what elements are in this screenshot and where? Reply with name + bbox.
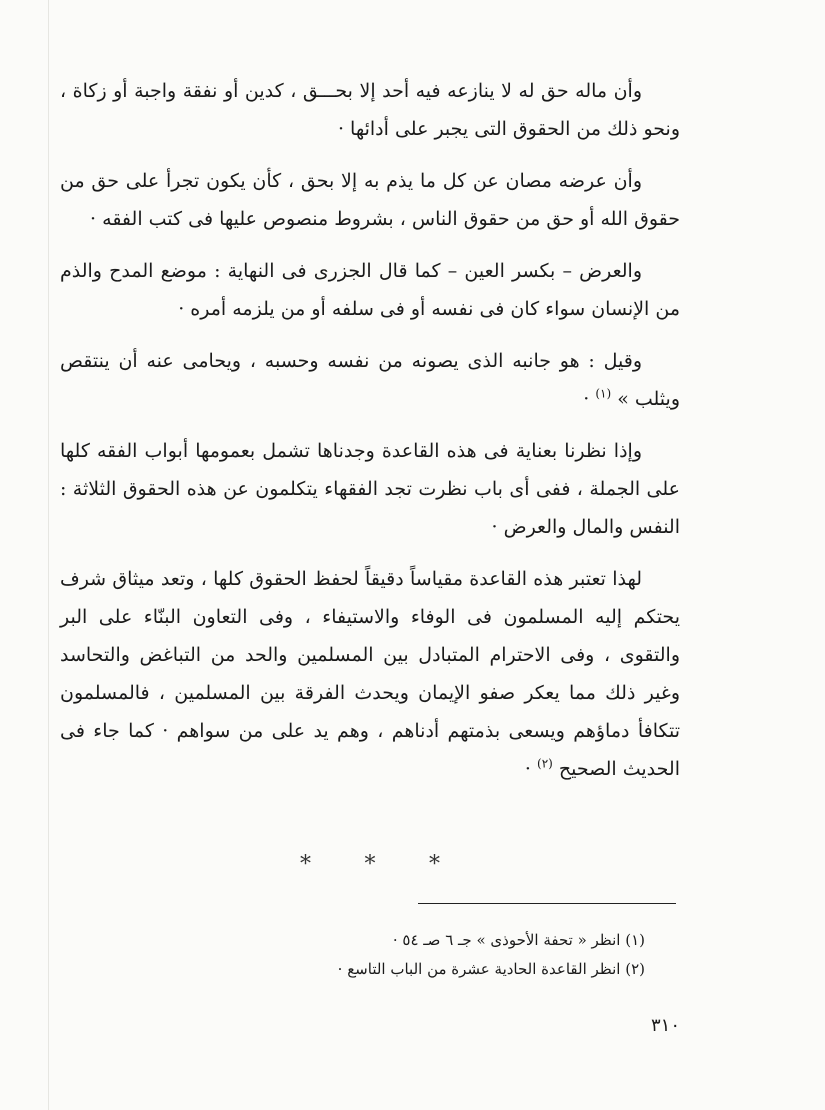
separator-star: * (364, 852, 376, 877)
page-binding-edge (48, 0, 49, 1110)
footnote-ref-2: (٢) (537, 756, 553, 771)
separator-star: * (429, 852, 440, 877)
footnote-divider (418, 903, 676, 904)
separator-star: * (300, 852, 311, 877)
paragraph-honor-protected: وأن عرضه مصان عن كل ما يذم به إلا بحق ، كأن يكون تجرأ على حق من حقوق الله أو حق من حقوق الناس ، بشروط منصوص عليها فى كتب الفقه · (60, 170, 680, 230)
paragraph-property-rights: وأن ماله حق له لا ينازعه فيه أحد إلا بحـــق ، كدين أو نفقة واجبة أو زكاة ، ونحو ذلك من الحقوق التى يجبر على أدائها · (60, 80, 680, 140)
paragraph-rule-scope: وإذا نظرنا بعناية فى هذه القاعدة وجدناها تشمل بعمومها أبواب الفقه كلها على الجملة ، ففى أى باب نظرت تجد الفقهاء يتكلمون عن هذه الحقوق الثلاثة : النفس والمال والعرض · (60, 440, 680, 538)
paragraph-end: · (524, 758, 538, 780)
footnotes (200, 926, 645, 984)
page-number: ٣١٠ (650, 1015, 680, 1036)
footnote-2: (٢) انظر القاعدة الحادية عشرة من الباب التاسع · (337, 960, 645, 978)
paragraph-text: لهذا تعتبر هذه القاعدة مقياساً دقيقاً لحفظ الحقوق كلها ، وتعد ميثاق شرف يحتكم إليه المسلمون فى الوفاء والاستيفاء ، وفى التعاون البنّاء على البر والتقوى ، وفى الاحترام المتبادل بين المسلمين والحد من التباغض والتحاسد وغير ذلك مما يعكر صفو الإيمان ويحدث الفرقة بين المسلمين ، فالمسلمون تتكافأ دماؤهم ويسعى بذمتهم أدناهم ، وهم يد على من سواهم · كما جاء فى الحديث الصحيح (60, 568, 681, 780)
footnote-1: (١) انظر « تحفة الأحوذى » جـ ٦ صـ ٥٤ · (392, 931, 645, 949)
footnote-ref-1: (١) (595, 386, 612, 401)
body-text (60, 72, 680, 802)
section-separator (300, 852, 440, 877)
paragraph-end: · (583, 388, 596, 410)
paragraph-honor-alt-definition (60, 342, 680, 418)
paragraph-rule-conclusion (60, 560, 680, 788)
paragraph-text: وقيل : هو جانبه الذى يصونه من نفسه وحسبه ، ويحامى عنه أن ينتقص ويثلب » (60, 350, 680, 410)
paragraph-honor-definition: والعرض – بكسر العين – كما قال الجزرى فى النهاية : موضع المدح والذم من الإنسان سواء كان فى نفسه أو فى سلفه أو من يلزمه أمره · (60, 260, 680, 320)
